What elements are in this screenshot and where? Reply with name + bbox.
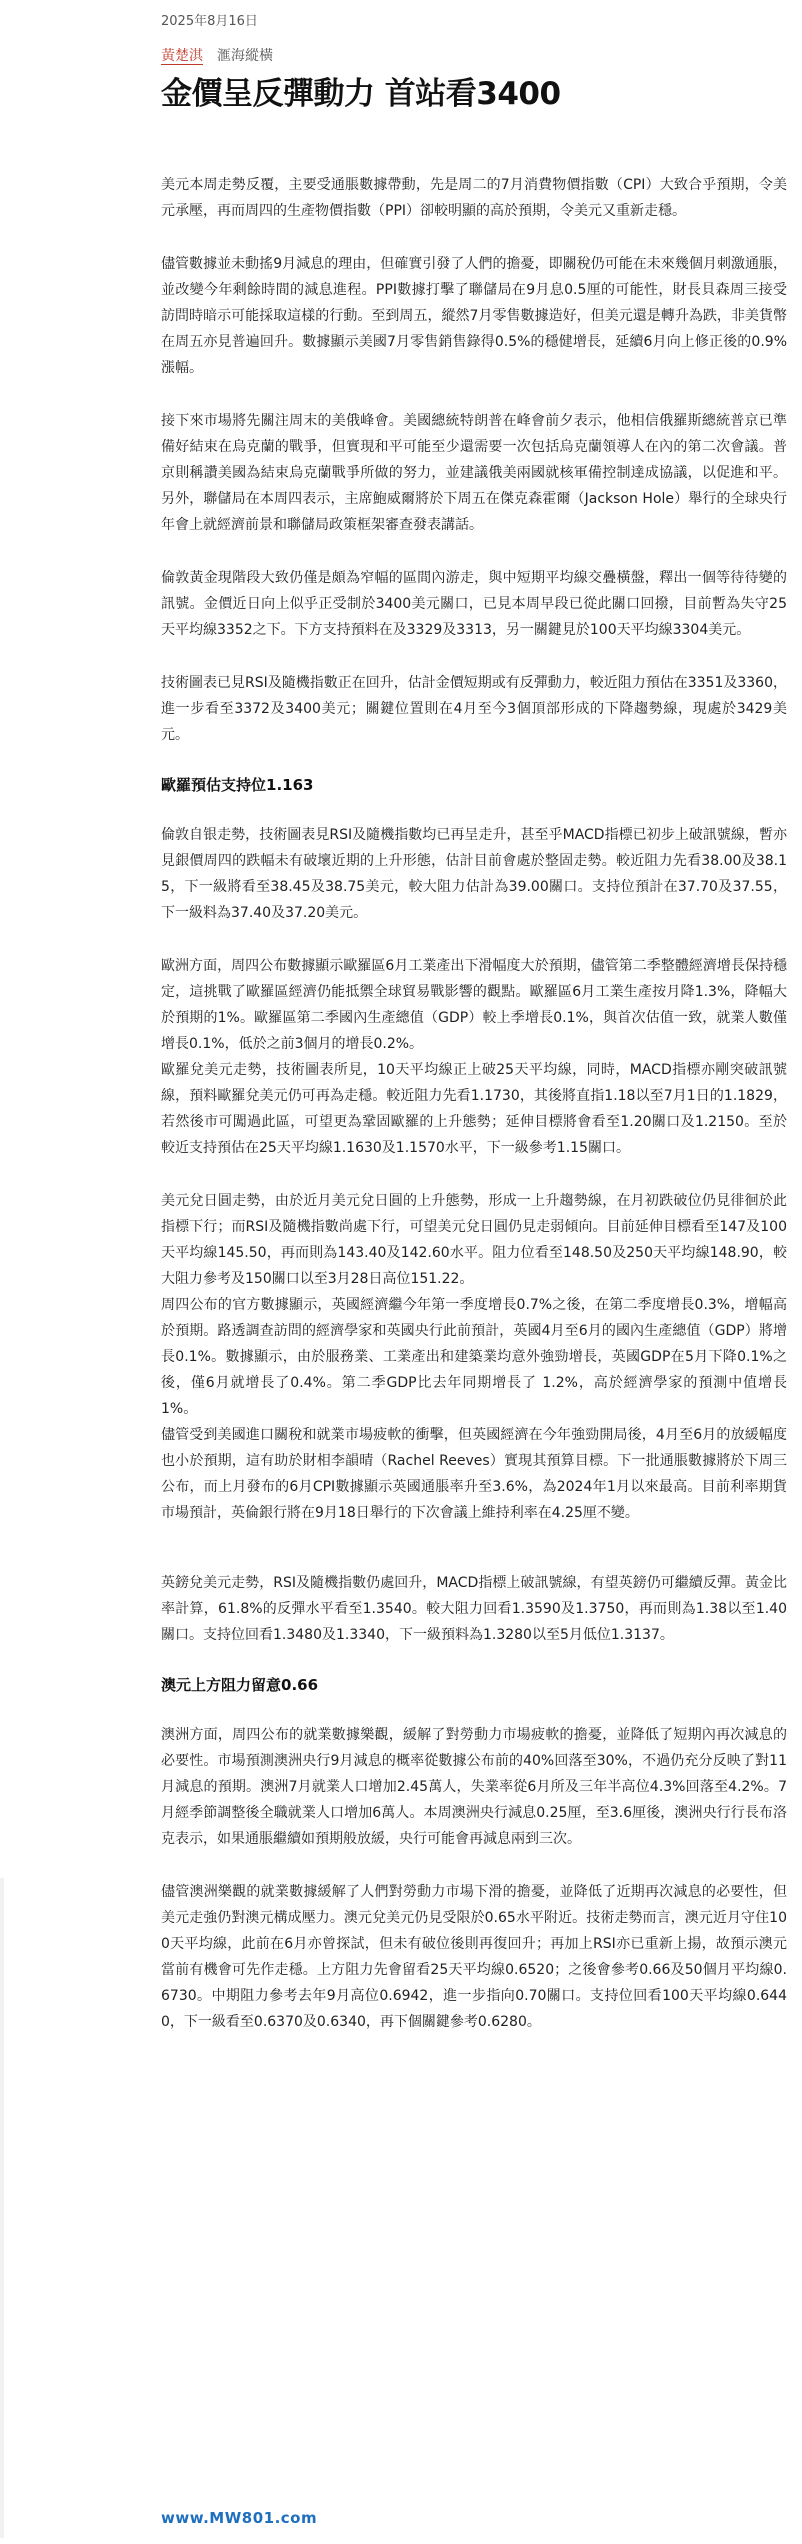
- article-title: 金價呈反彈動力 首站看3400: [161, 76, 561, 112]
- publish-date: 2025年8月16日: [161, 14, 258, 29]
- paragraph: 倫敦黃金現階段大致仍僅是頗為窄幅的區間內游走，與中短期平均線交疊橫盤，釋出一個等待待變的訊號。金價近日向上似乎正受制於3400美元關口，已見本周早段已從此關口回撥，目前暫為失守25天平均線3352之下。下方支持預料在及3329及3313，另一關鍵見於100天平均線3304美元。: [161, 570, 787, 638]
- paragraph: 美元兌日圓走勢，由於近月美元兌日圓的上升態勢，形成一上升趨勢線，在月初跌破位仍見徘徊於此指標下行；而RSI及隨機指數尚處下行，可望美元兌日圓仍見走弱傾向。目前延伸目標看至147及100天平均線145.50，再而則為143.40及142.60水平。阻力位看至148.50及250天平均線148.90，較大阻力參考及150關口以至3月28日高位151.22。: [161, 1193, 787, 1287]
- section-heading: 歐羅預估支持位1.163: [161, 776, 314, 794]
- article-body: [161, 172, 787, 2035]
- paragraph: 歐洲方面，周四公布數據顯示歐羅區6月工業產出下滑幅度大於預期，儘管第二季整體經濟增長保持穩定，這挑戰了歐羅區經濟仍能抵禦全球貿易戰影響的觀點。歐羅區6月工業生產按月降1.3%，降幅大於預期的1%。歐羅區第二季國內生產總值（GDP）較上季增長0.1%，與首次估值一致，就業人數僅增長0.1%，低於之前3個月的增長0.2%。: [161, 958, 787, 1052]
- paragraph: 儘管受到美國進口關稅和就業市場疲軟的衝擊，但英國經濟在今年強勁開局後，4月至6月的放緩幅度也小於預期，這有助於財相李韻晴（Rachel Reeves）實現其預算目標。下一批通脹數據將於下周三公布，而上月發布的6月CPI數據顯示英國通脹率升至3.6%，為2024年1月以來最高。目前利率期貨市場預計，英倫銀行將在9月18日舉行的下次會議上維持利率在4.25厘不變。: [161, 1427, 787, 1521]
- author-link[interactable]: 黃楚淇: [161, 48, 203, 64]
- paragraph: 技術圖表已見RSI及隨機指數正在回升，估計金價短期或有反彈動力，較近阻力預估在3351及3360，進一步看至3372及3400美元；關鍵位置則在4月至今3個頂部形成的下降趨勢線，現處於3429美元。: [161, 675, 787, 743]
- paragraph: 澳洲方面，周四公布的就業數據樂觀，緩解了對勞動力市場疲軟的擔憂，並降低了短期內再次減息的必要性。市場預測澳洲央行9月減息的概率從數據公布前的40%回落至30%，不過仍充分反映了對11月減息的預期。澳洲7月就業人口增加2.45萬人，失業率從6月所及三年半高位4.3%回落至4.2%。7月經季節調整後全職就業人口增加6萬人。本周澳洲央行減息0.25厘，至3.6厘後，澳洲央行行長布洛克表示，如果通脹繼續如預期般放緩，央行可能會再減息兩到三次。: [161, 1727, 787, 1847]
- site-link[interactable]: www.MW801.com: [161, 2509, 318, 2527]
- byline: [161, 45, 273, 65]
- paragraph: 美元本周走勢反覆，主要受通脹數據帶動，先是周二的7月消費物價指數（CPI）大致合乎預期，令美元承壓，再而周四的生產物價指數（PPI）卻較明顯的高於預期，令美元又重新走穩。: [161, 177, 787, 219]
- column-name: 滙海縱橫: [217, 48, 273, 64]
- paragraph: 接下來市場將先關注周末的美俄峰會。美國總統特朗普在峰會前夕表示，他相信俄羅斯總統普京已準備好結束在烏克蘭的戰爭，但實現和平可能至少還需要一次包括烏克蘭領導人在內的第二次會議。普京則稱讚美國為結束烏克蘭戰爭所做的努力，並建議俄美兩國就核軍備控制達成協議，以促進和平。另外，聯儲局在本周四表示，主席鮑威爾將於下周五在傑克森霍爾（Jackson Hole）舉行的全球央行年會上就經濟前景和聯儲局政策框架審查發表講話。: [161, 413, 787, 533]
- section-heading: 澳元上方阻力留意0.66: [161, 1676, 319, 1694]
- section-divider: [0, 1878, 4, 2538]
- paragraph: 英鎊兌美元走勢，RSI及隨機指數仍處回升，MACD指標上破訊號線，有望英鎊仍可繼續反彈。黃金比率計算，61.8%的反彈水平看至1.3540。較大阻力回看1.3590及1.3750，再而則為1.38以至1.40關口。支持位回看1.3480及1.3340，下一級預料為1.3280以至5月低位1.3137。: [161, 1575, 787, 1643]
- paragraph: 儘管澳洲樂觀的就業數據緩解了人們對勞動力市場下滑的擔憂，並降低了近期再次減息的必要性，但美元走強仍對澳元構成壓力。澳元兌美元仍見受限於0.65水平附近。技術走勢而言，澳元近月守住100天平均線，此前在6月亦曾探試，但未有破位後則再復回升；再加上RSI亦已重新上揚，故預示澳元當前有機會可先作走穩。上方阻力先會留看25天平均線0.6520；之後會參考0.66及50個月平均線0.6730。中期阻力參考去年9月高位0.6942，進一步指向0.70關口。支持位回看100天平均線0.6440，下一級看至0.6370及0.6340，再下個關鍵參考0.6280。: [161, 1884, 787, 2030]
- paragraph: 倫敦自银走勢，技術圖表見RSI及隨機指數均已再呈走升，甚至乎MACD指標已初步上破訊號線，暫亦見銀價周四的跌幅未有破壞近期的上升形態，估計目前會處於整固走勢。較近阻力先看38.00及38.15，下一級將看至38.45及38.75美元，較大阻力估計為39.00關口。支持位預計在37.70及37.55，下一級料為37.40及37.20美元。: [161, 827, 787, 921]
- paragraph: 歐羅兌美元走勢，技術圖表所見，10天平均線正上破25天平均線，同時，MACD指標亦剛突破訊號線，預料歐羅兌美元仍可再為走穩。較近阻力先看1.1730，其後將直指1.18以至7月1日的1.1829，若然後市可闖過此區，可望更為鞏固歐羅的上升態勢；延伸目標將會看至1.20關口及1.2150。至於較近支持預估在25天平均線1.1630及1.1570水平，下一級參考1.15關口。: [161, 1062, 787, 1156]
- paragraph: 儘管數據並未動搖9月減息的理由，但確實引發了人們的擔憂，即關稅仍可能在未來幾個月刺激通脹，並改變今年剩餘時間的減息進程。PPI數據打擊了聯儲局在9月息0.5厘的可能性，財長貝森周三接受訪問時暗示可能採取這樣的行動。至到周五，縱然7月零售數據造好，但美元還是轉升為跌，非美貨幣在周五亦見普遍回升。數據顯示美國7月零售銷售錄得0.5%的穩健增長，延續6月向上修正後的0.9%漲幅。: [161, 256, 787, 376]
- paragraph: 周四公布的官方數據顯示，英國經濟繼今年第一季度增長0.7%之後，在第二季度增長0.3%，增幅高於預期。路透調查訪問的經濟學家和英國央行此前預計，英國4月至6月的國內生產總值（GDP）將增長0.1%。數據顯示，由於服務業、工業產出和建築業均意外強勁增長，英國GDP在5月下降0.1%之後，僅6月就增長了0.4%。第二季GDP比去年同期增長了 1.2%，高於經濟學家的預測中值增長1%。: [161, 1297, 787, 1417]
